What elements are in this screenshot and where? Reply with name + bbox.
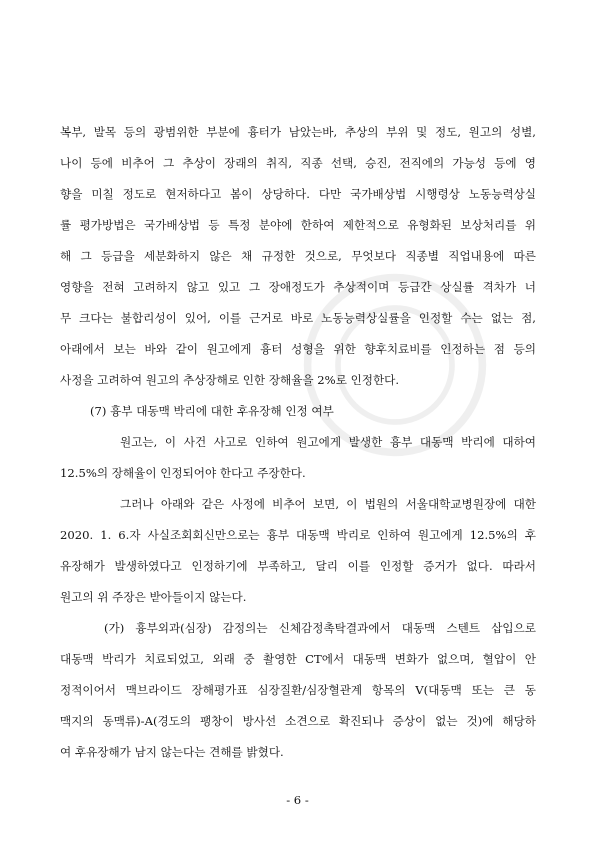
- body-line: 나이 등에 비추어 그 추상이 장래의 취직, 직종 선택, 승진, 전직에의 가능성 등에 영: [60, 156, 536, 170]
- body-line: 여 후유장해가 남지 않는다는 견해를 밝혔다.: [60, 745, 284, 759]
- body-line: 정적이어서 맥브라이드 장해평가표 심장질환/심장혈관계 항목의 V(대동맥 또는 큰 동: [60, 683, 536, 697]
- body-line: 사정을 고려하여 원고의 추상장해로 인한 장해율을 2%로 인정한다.: [60, 373, 400, 387]
- body-line: 맥지의 동맥류)-A(경도의 팽창이 방사선 소견으로 확진되나 증상이 없는 것)에 해당하: [60, 714, 536, 728]
- body-line: 해 그 등급을 세분화하지 않은 채 규정한 것으로, 무엇보다 직종별 직업내용에 따른: [60, 249, 536, 263]
- body-line: 원고는, 이 사건 사고로 인하여 원고에게 발생한 흉부 대동맥 박리에 대하여: [120, 435, 536, 449]
- body-line: 12.5%의 장해율이 인정되어야 한다고 주장한다.: [60, 466, 306, 480]
- body-line: 복부, 발목 등의 광범위한 부분에 흉터가 남았는바, 추상의 부위 및 정도, 원고의 성별,: [60, 125, 536, 139]
- body-line: 아래에서 보는 바와 같이 원고에게 흉터 성형을 위한 향후치료비를 인정하는 점 등의: [60, 342, 536, 356]
- body-line: 영향을 전혀 고려하지 않고 있고 그 장애정도가 추상적이며 등급간 상실률 격차가 너: [60, 280, 536, 294]
- body-line: 대동맥 박리가 치료되었고, 외래 중 촬영한 CT에서 대동맥 변화가 없으며, 혈압이 안: [60, 652, 536, 666]
- body-line: 무 크다는 불합리성이 있어, 이를 근거로 바로 노동능력상실률을 인정할 수는 없는 점,: [60, 311, 536, 325]
- body-line: 2020. 1. 6.자 사실조회회신만으로는 흉부 대동맥 박리로 인하여 원고에게 12.5%의 후: [60, 528, 536, 542]
- section-heading: (7) 흉부 대동맥 박리에 대한 후유장해 인정 여부: [90, 404, 334, 418]
- body-line: (가) 흉부외과(심장) 감정의는 신체감정촉탁결과에서 대동맥 스텐트 삽입으로: [104, 621, 536, 635]
- body-line: 원고의 위 주장은 받아들이지 않는다.: [60, 590, 247, 604]
- page-number: - 6 -: [286, 793, 309, 807]
- body-line: 그러나 아래와 같은 사정에 비추어 보면, 이 법원의 서울대학교병원장에 대한: [120, 497, 536, 511]
- body-line: 률 평가방법은 국가배상법 등 특정 분야에 한하여 제한적으로 유형화된 보상처리를 위: [60, 218, 536, 232]
- court-seal-watermark-icon: [300, 270, 490, 460]
- body-line: 유장해가 발생하였다고 인정하기에 부족하고, 달리 이를 인정할 증거가 없다. 따라서: [60, 559, 536, 573]
- body-line: 향을 미칠 정도로 현저하다고 봄이 상당하다. 다만 국가배상법 시행령상 노동능력상실: [60, 187, 536, 201]
